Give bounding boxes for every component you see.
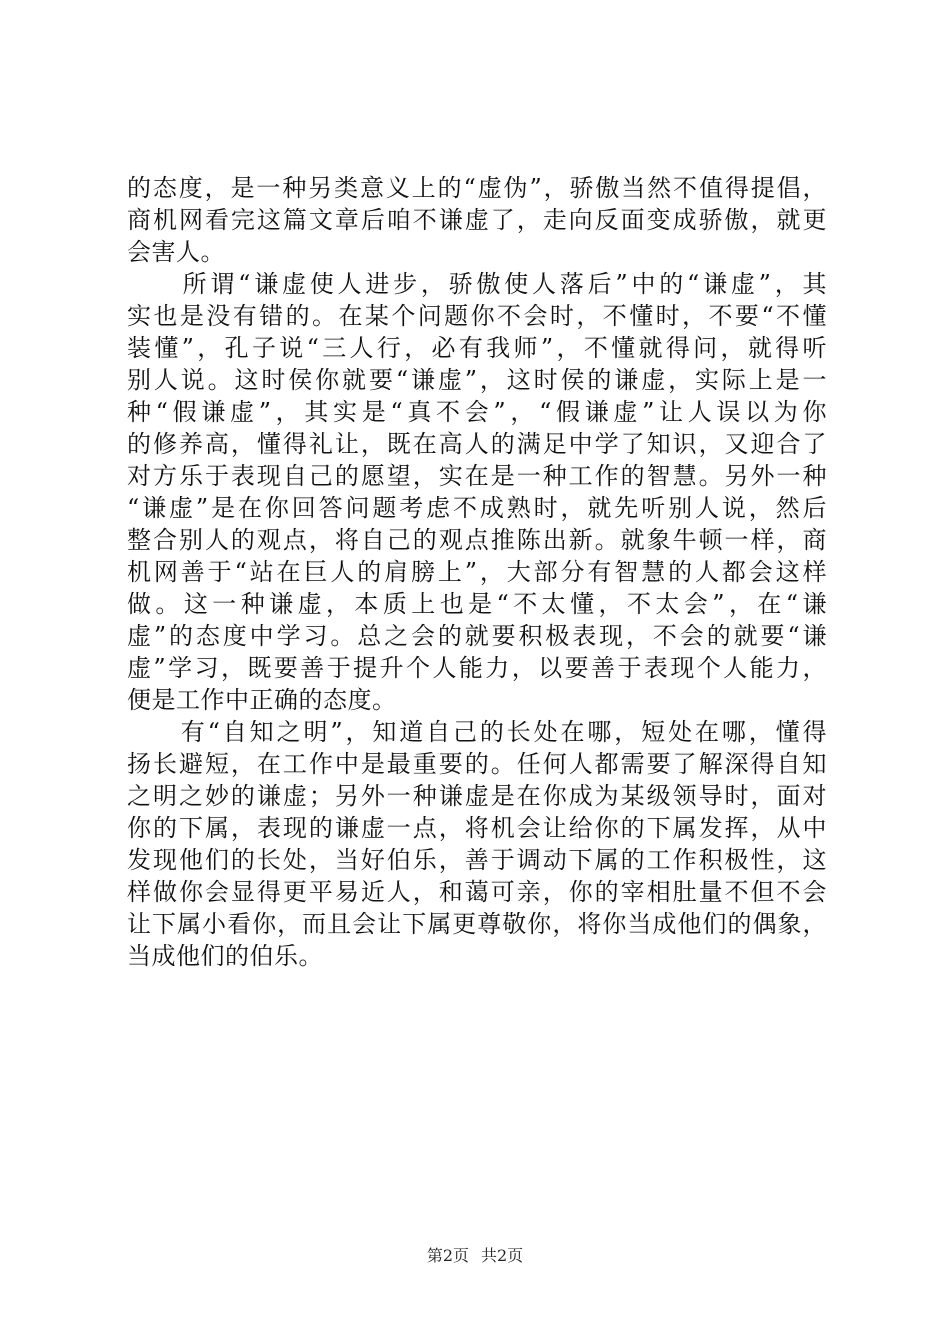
text-line: 的态度，是一种另类意义上的“虚伪”，骄傲当然不值得提倡， bbox=[127, 174, 827, 202]
text-line: 有“自知之明”，知道自己的长处在哪，短处在哪，懂得 bbox=[127, 718, 827, 746]
text-line: 所谓“谦虚使人进步，骄傲使人落后”中的“谦虚”，其 bbox=[127, 270, 827, 298]
text-line: 实也是没有错的。在某个问题你不会时，不懂时，不要“不懂 bbox=[127, 302, 827, 330]
text-line: 种“假谦虚”，其实是“真不会”，“假谦虚”让人误以为你 bbox=[127, 398, 827, 426]
text-line: 样做你会显得更平易近人，和蔼可亲，你的宰相肚量不但不会 bbox=[127, 878, 827, 906]
text-line: 别人说。这时侯你就要“谦虚”，这时侯的谦虚，实际上是一 bbox=[127, 366, 827, 394]
text-line: 发现他们的长处，当好伯乐，善于调动下属的工作积极性，这 bbox=[127, 846, 827, 874]
text-line: 装懂”，孔子说“三人行，必有我师”，不懂就得问，就得听 bbox=[127, 334, 827, 362]
text-line: 当成他们的伯乐。 bbox=[127, 942, 323, 970]
page-footer bbox=[0, 1246, 950, 1266]
text-line: 你的下属，表现的谦虚一点，将机会让给你的下属发挥，从中 bbox=[127, 814, 827, 842]
text-line: 让下属小看你，而且会让下属更尊敬你，将你当成他们的偶象， bbox=[127, 910, 827, 938]
text-line: 虚”学习，既要善于提升个人能力，以要善于表现个人能力， bbox=[127, 654, 827, 682]
text-line: 做。这一种谦虚，本质上也是“不太懂，不太会”，在“谦 bbox=[127, 590, 827, 618]
page-number: 第2页 bbox=[426, 1246, 469, 1265]
text-line: 机网善于“站在巨人的肩膀上”，大部分有智慧的人都会这样 bbox=[127, 558, 827, 586]
text-line: 会害人。 bbox=[127, 238, 225, 266]
text-line: 的修养高，懂得礼让，既在高人的满足中学了知识，又迎合了 bbox=[127, 430, 827, 458]
text-line: 整合别人的观点，将自己的观点推陈出新。就象牛顿一样，商 bbox=[127, 526, 827, 554]
text-line: 商机网看完这篇文章后咱不谦虚了，走向反面变成骄傲，就更 bbox=[127, 206, 827, 234]
text-line: 对方乐于表现自己的愿望，实在是一种工作的智慧。另外一种 bbox=[127, 462, 827, 490]
text-line: “谦虚”是在你回答问题考虑不成熟时，就先听别人说，然后 bbox=[127, 494, 827, 522]
text-line: 之明之妙的谦虚；另外一种谦虚是在你成为某级领导时，面对 bbox=[127, 782, 827, 810]
body-text bbox=[127, 172, 827, 972]
text-line: 扬长避短，在工作中是最重要的。任何人都需要了解深得自知 bbox=[127, 750, 827, 778]
text-line: 便是工作中正确的态度。 bbox=[127, 686, 397, 714]
text-line: 虚”的态度中学习。总之会的就要积极表现，不会的就要“谦 bbox=[127, 622, 827, 650]
page-total: 共2页 bbox=[481, 1246, 524, 1265]
